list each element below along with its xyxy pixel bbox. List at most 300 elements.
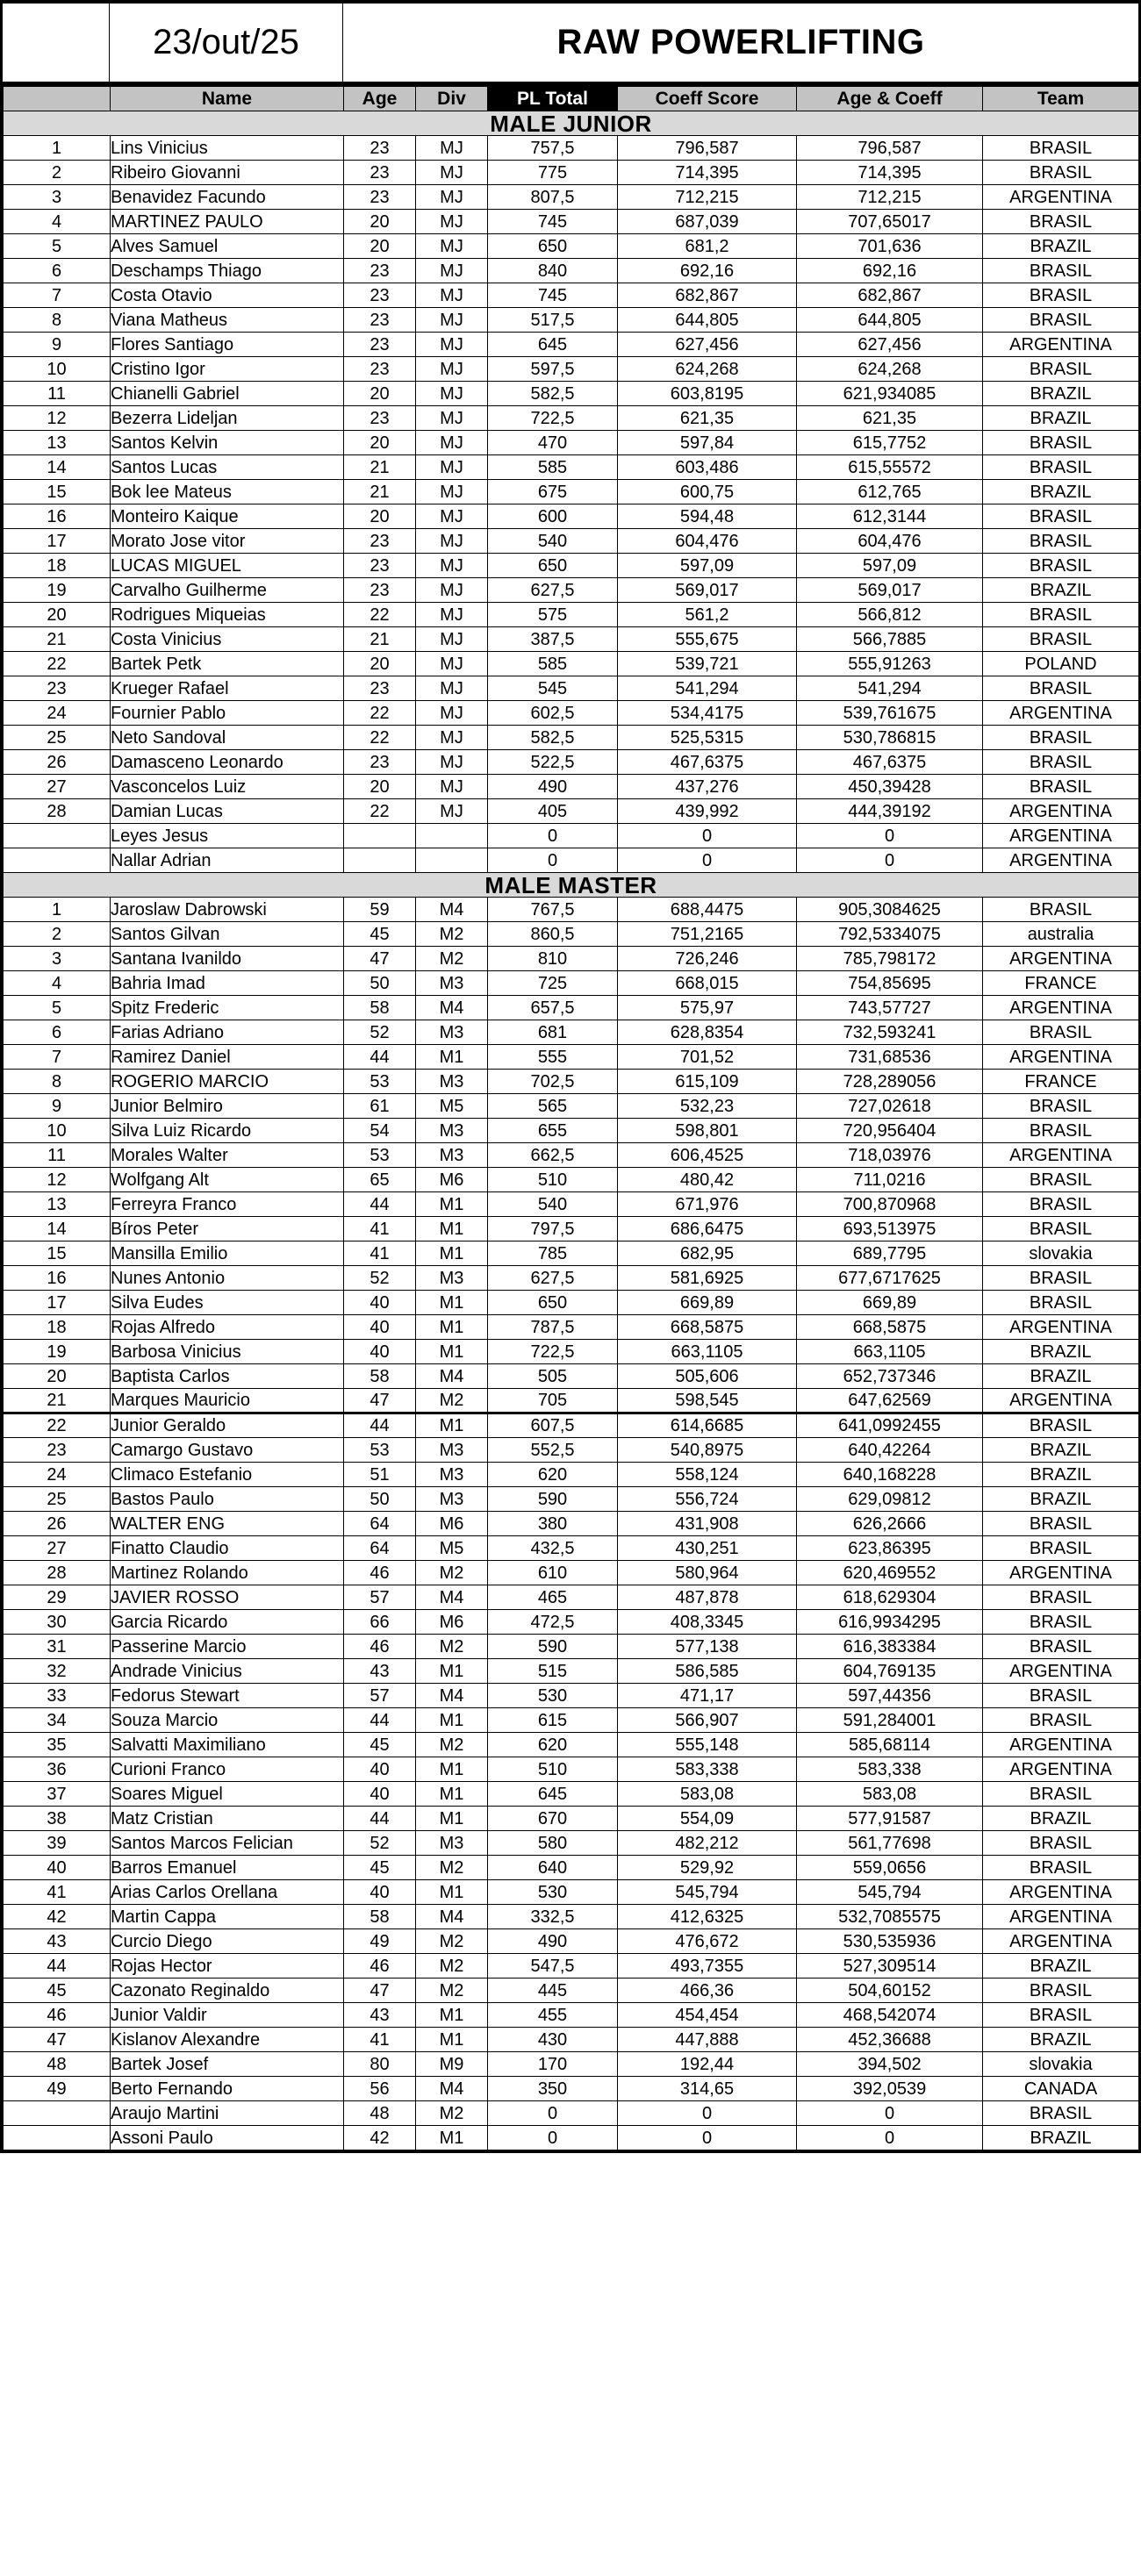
cell-rank: 45 (4, 1979, 111, 2003)
table-row[interactable] (4, 775, 1139, 799)
cell-div: M2 (416, 1954, 488, 1979)
cell-rank: 1 (4, 898, 111, 922)
cell-rank: 3 (4, 947, 111, 971)
table-row[interactable] (4, 259, 1139, 283)
table-row[interactable] (4, 1708, 1139, 1733)
cell-pl-total: 0 (488, 2126, 618, 2150)
table-row[interactable] (4, 947, 1139, 971)
cell-age-coeff: 541,294 (797, 676, 983, 701)
cell-coeff-score: 439,992 (618, 799, 797, 824)
table-row[interactable] (4, 603, 1139, 627)
table-row[interactable] (4, 210, 1139, 234)
cell-div: MJ (416, 185, 488, 210)
cell-div: M1 (416, 1708, 488, 1733)
table-row[interactable] (4, 971, 1139, 996)
table-row[interactable] (4, 357, 1139, 382)
cell-age: 20 (344, 210, 416, 234)
table-row[interactable] (4, 1389, 1139, 1413)
cell-coeff-score: 687,039 (618, 210, 797, 234)
cell-coeff-score: 569,017 (618, 578, 797, 603)
cell-pl-total: 387,5 (488, 627, 618, 652)
cell-team: BRASIL (983, 1413, 1139, 1438)
table-row[interactable] (4, 1020, 1139, 1045)
cell-coeff-score: 0 (618, 2126, 797, 2150)
cell-div: M6 (416, 1610, 488, 1635)
cell-div: MJ (416, 750, 488, 775)
cell-rank: 14 (4, 455, 111, 480)
table-row[interactable] (4, 161, 1139, 185)
cell-div: M2 (416, 2101, 488, 2126)
cell-age: 21 (344, 455, 416, 480)
cell-rank: 13 (4, 431, 111, 455)
cell-team: BRASIL (983, 1291, 1139, 1315)
table-row[interactable] (4, 996, 1139, 1020)
table-row[interactable] (4, 1635, 1139, 1659)
table-row[interactable] (4, 1979, 1139, 2003)
table-row[interactable] (4, 1119, 1139, 1143)
table-row[interactable] (4, 652, 1139, 676)
cell-age: 22 (344, 603, 416, 627)
cell-age-coeff: 0 (797, 824, 983, 848)
table-row[interactable] (4, 701, 1139, 726)
table-row[interactable] (4, 1880, 1139, 1905)
table-row[interactable] (4, 799, 1139, 824)
cell-team: BRAZIL (983, 1954, 1139, 1979)
cell-age-coeff: 626,2666 (797, 1512, 983, 1536)
table-row[interactable] (4, 554, 1139, 578)
cell-team: BRASIL (983, 1094, 1139, 1119)
cell-age-coeff: 612,765 (797, 480, 983, 504)
table-row[interactable] (4, 1340, 1139, 1364)
table-row[interactable] (4, 431, 1139, 455)
cell-pl-total: 840 (488, 259, 618, 283)
cell-coeff-score: 314,65 (618, 2077, 797, 2101)
cell-div: M2 (416, 1733, 488, 1757)
cell-pl-total: 380 (488, 1512, 618, 1536)
cell-team: ARGENTINA (983, 1880, 1139, 1905)
cell-age: 23 (344, 529, 416, 554)
cell-coeff-score: 682,95 (618, 1241, 797, 1266)
cell-pl-total: 555 (488, 1045, 618, 1070)
cell-name: Santana Ivanildo (111, 947, 344, 971)
cell-div: MJ (416, 283, 488, 308)
cell-div: M2 (416, 1561, 488, 1585)
cell-age: 22 (344, 799, 416, 824)
cell-pl-total: 620 (488, 1733, 618, 1757)
cell-age-coeff: 669,89 (797, 1291, 983, 1315)
cell-age: 23 (344, 578, 416, 603)
table-row[interactable] (4, 627, 1139, 652)
cell-name: Spitz Frederic (111, 996, 344, 1020)
cell-team: australia (983, 922, 1139, 947)
cell-team: ARGENTINA (983, 799, 1139, 824)
table-row[interactable] (4, 1561, 1139, 1585)
cell-coeff-score: 603,486 (618, 455, 797, 480)
cell-age: 42 (344, 2126, 416, 2150)
cell-rank: 16 (4, 1266, 111, 1291)
cell-age-coeff: 905,3084625 (797, 898, 983, 922)
cell-rank: 23 (4, 676, 111, 701)
cell-rank: 6 (4, 259, 111, 283)
table-row[interactable] (4, 1585, 1139, 1610)
cell-rank: 5 (4, 996, 111, 1020)
cell-rank: 44 (4, 1954, 111, 1979)
cell-name: Finatto Claudio (111, 1536, 344, 1561)
table-row[interactable] (4, 1217, 1139, 1241)
table-row[interactable] (4, 1438, 1139, 1463)
cell-rank: 43 (4, 1929, 111, 1954)
cell-age-coeff: 545,794 (797, 1880, 983, 1905)
table-row[interactable] (4, 504, 1139, 529)
cell-team: BRASIL (983, 1512, 1139, 1536)
table-row[interactable] (4, 750, 1139, 775)
table-row[interactable] (4, 2126, 1139, 2150)
cell-pl-total: 552,5 (488, 1438, 618, 1463)
table-row[interactable] (4, 1954, 1139, 1979)
table-row[interactable] (4, 455, 1139, 480)
cell-age: 64 (344, 1536, 416, 1561)
cell-div: MJ (416, 603, 488, 627)
cell-name: Santos Marcos Felician (111, 1831, 344, 1856)
cell-pl-total: 430 (488, 2028, 618, 2052)
cell-name: ROGERIO MARCIO (111, 1070, 344, 1094)
cell-div: M1 (416, 1340, 488, 1364)
cell-name: Fedorus Stewart (111, 1684, 344, 1708)
cell-name: MARTINEZ PAULO (111, 210, 344, 234)
cell-age-coeff: 682,867 (797, 283, 983, 308)
cell-team: BRASIL (983, 1536, 1139, 1561)
cell-age-coeff: 444,39192 (797, 799, 983, 824)
cell-pl-total: 602,5 (488, 701, 618, 726)
cell-coeff-score: 0 (618, 2101, 797, 2126)
cell-name: Damian Lucas (111, 799, 344, 824)
cell-team: BRASIL (983, 1684, 1139, 1708)
table-row[interactable] (4, 1929, 1139, 1954)
cell-rank: 30 (4, 1610, 111, 1635)
cell-pl-total: 405 (488, 799, 618, 824)
cell-pl-total: 490 (488, 1929, 618, 1954)
cell-age-coeff: 597,09 (797, 554, 983, 578)
cell-coeff-score: 431,908 (618, 1512, 797, 1536)
cell-age-coeff: 561,77698 (797, 1831, 983, 1856)
cell-name: Kislanov Alexandre (111, 2028, 344, 2052)
cell-name: Neto Sandoval (111, 726, 344, 750)
column-header-rank (4, 87, 111, 111)
column-header-pl-total: PL Total (488, 87, 618, 111)
cell-age-coeff: 583,338 (797, 1757, 983, 1782)
table-row[interactable] (4, 1094, 1139, 1119)
cell-div: M3 (416, 1020, 488, 1045)
cell-pl-total: 0 (488, 848, 618, 873)
table-row[interactable] (4, 2003, 1139, 2028)
cell-div: M3 (416, 1831, 488, 1856)
cell-coeff-score: 480,42 (618, 1168, 797, 1192)
cell-coeff-score: 669,89 (618, 1291, 797, 1315)
cell-rank: 34 (4, 1708, 111, 1733)
cell-div: MJ (416, 578, 488, 603)
table-row[interactable] (4, 1315, 1139, 1340)
cell-coeff-score: 525,5315 (618, 726, 797, 750)
cell-name: Cazonato Reginaldo (111, 1979, 344, 2003)
cell-age-coeff: 743,57727 (797, 996, 983, 1020)
cell-name: Camargo Gustavo (111, 1438, 344, 1463)
table-row[interactable] (4, 1266, 1139, 1291)
table-row[interactable] (4, 308, 1139, 333)
table-row[interactable] (4, 234, 1139, 259)
cell-div: MJ (416, 529, 488, 554)
cell-age: 45 (344, 1733, 416, 1757)
cell-name: Lins Vinicius (111, 136, 344, 161)
cell-age-coeff: 615,7752 (797, 431, 983, 455)
table-row[interactable] (4, 1536, 1139, 1561)
table-row[interactable] (4, 1856, 1139, 1880)
cell-coeff-score: 561,2 (618, 603, 797, 627)
cell-team: CANADA (983, 2077, 1139, 2101)
cell-rank: 12 (4, 1168, 111, 1192)
table-row[interactable] (4, 2101, 1139, 2126)
cell-div: M1 (416, 1782, 488, 1807)
cell-coeff-score: 726,246 (618, 947, 797, 971)
table-row[interactable] (4, 1364, 1139, 1389)
cell-age-coeff: 701,636 (797, 234, 983, 259)
cell-age-coeff: 604,476 (797, 529, 983, 554)
cell-team: ARGENTINA (983, 824, 1139, 848)
cell-name: JAVIER ROSSO (111, 1585, 344, 1610)
table-row[interactable] (4, 824, 1139, 848)
cell-div: M6 (416, 1512, 488, 1536)
cell-team: BRASIL (983, 1782, 1139, 1807)
table-row[interactable] (4, 1192, 1139, 1217)
cell-age: 21 (344, 627, 416, 652)
cell-name: Soares Miguel (111, 1782, 344, 1807)
cell-team: FRANCE (983, 1070, 1139, 1094)
cell-coeff-score: 532,23 (618, 1094, 797, 1119)
cell-coeff-score: 466,36 (618, 1979, 797, 2003)
cell-coeff-score: 686,6475 (618, 1217, 797, 1241)
table-row[interactable] (4, 848, 1139, 873)
table-row[interactable] (4, 1807, 1139, 1831)
cell-age-coeff: 530,786815 (797, 726, 983, 750)
cell-pl-total: 607,5 (488, 1413, 618, 1438)
table-row[interactable] (4, 283, 1139, 308)
cell-age-coeff: 641,0992455 (797, 1413, 983, 1438)
table-row[interactable] (4, 1070, 1139, 1094)
cell-name: Rojas Hector (111, 1954, 344, 1979)
cell-team: BRASIL (983, 259, 1139, 283)
column-header-age-coeff: Age & Coeff (797, 87, 983, 111)
cell-age: 41 (344, 1217, 416, 1241)
table-row[interactable] (4, 1512, 1139, 1536)
table-row[interactable] (4, 1684, 1139, 1708)
cell-age: 40 (344, 1315, 416, 1340)
table-row[interactable] (4, 1905, 1139, 1929)
cell-rank: 9 (4, 1094, 111, 1119)
cell-pl-total: 657,5 (488, 996, 618, 1020)
cell-rank: 37 (4, 1782, 111, 1807)
cell-team: ARGENTINA (983, 1905, 1139, 1929)
table-row[interactable] (4, 1757, 1139, 1782)
cell-div: M1 (416, 1880, 488, 1905)
cell-pl-total: 807,5 (488, 185, 618, 210)
cell-div: MJ (416, 775, 488, 799)
cell-name: Rojas Alfredo (111, 1315, 344, 1340)
results-table (3, 86, 1139, 2150)
cell-name: Benavidez Facundo (111, 185, 344, 210)
cell-team: ARGENTINA (983, 185, 1139, 210)
table-row[interactable] (4, 1733, 1139, 1757)
cell-team: BRASIL (983, 431, 1139, 455)
cell-rank: 17 (4, 529, 111, 554)
cell-age-coeff: 468,542074 (797, 2003, 983, 2028)
cell-age-coeff: 714,395 (797, 161, 983, 185)
table-row[interactable] (4, 676, 1139, 701)
table-row[interactable] (4, 1463, 1139, 1487)
cell-pl-total: 662,5 (488, 1143, 618, 1168)
cell-team: BRASIL (983, 1856, 1139, 1880)
cell-age-coeff: 616,9934295 (797, 1610, 983, 1635)
cell-team: ARGENTINA (983, 1757, 1139, 1782)
cell-pl-total: 785 (488, 1241, 618, 1266)
cell-coeff-score: 454,454 (618, 2003, 797, 2028)
table-row[interactable] (4, 578, 1139, 603)
title-bar (3, 4, 1138, 86)
cell-rank: 4 (4, 971, 111, 996)
table-row[interactable] (4, 1831, 1139, 1856)
cell-team: BRAZIL (983, 578, 1139, 603)
cell-name: Passerine Marcio (111, 1635, 344, 1659)
cell-rank: 42 (4, 1905, 111, 1929)
table-row[interactable] (4, 1291, 1139, 1315)
table-row[interactable] (4, 480, 1139, 504)
cell-name: Bok lee Mateus (111, 480, 344, 504)
table-row[interactable] (4, 136, 1139, 161)
cell-coeff-score: 663,1105 (618, 1340, 797, 1364)
cell-coeff-score: 471,17 (618, 1684, 797, 1708)
cell-age: 23 (344, 283, 416, 308)
cell-pl-total: 547,5 (488, 1954, 618, 1979)
table-row[interactable] (4, 2028, 1139, 2052)
cell-rank: 41 (4, 1880, 111, 1905)
cell-div: M2 (416, 1929, 488, 1954)
cell-div: MJ (416, 333, 488, 357)
title-bar-blank-cell (3, 4, 110, 82)
cell-div: MJ (416, 504, 488, 529)
cell-age-coeff: 604,769135 (797, 1659, 983, 1684)
cell-div: MJ (416, 627, 488, 652)
cell-pl-total: 585 (488, 455, 618, 480)
cell-coeff-score: 581,6925 (618, 1266, 797, 1291)
cell-name: Santos Kelvin (111, 431, 344, 455)
cell-coeff-score: 482,212 (618, 1831, 797, 1856)
cell-div (416, 848, 488, 873)
cell-coeff-score: 597,09 (618, 554, 797, 578)
cell-age-coeff: 718,03976 (797, 1143, 983, 1168)
cell-age-coeff: 727,02618 (797, 1094, 983, 1119)
cell-age-coeff: 623,86395 (797, 1536, 983, 1561)
cell-team: BRASIL (983, 1217, 1139, 1241)
cell-age: 65 (344, 1168, 416, 1192)
cell-pl-total: 645 (488, 333, 618, 357)
table-row[interactable] (4, 406, 1139, 431)
cell-age: 58 (344, 1905, 416, 1929)
cell-coeff-score: 751,2165 (618, 922, 797, 947)
table-row[interactable] (4, 1241, 1139, 1266)
cell-name: Climaco Estefanio (111, 1463, 344, 1487)
table-row[interactable] (4, 2052, 1139, 2077)
table-row[interactable] (4, 2077, 1139, 2101)
table-row[interactable] (4, 529, 1139, 554)
cell-pl-total: 472,5 (488, 1610, 618, 1635)
cell-team: BRAZIL (983, 406, 1139, 431)
table-row[interactable] (4, 1143, 1139, 1168)
cell-age: 23 (344, 333, 416, 357)
cell-team: ARGENTINA (983, 996, 1139, 1020)
cell-age-coeff: 647,62569 (797, 1389, 983, 1413)
table-row[interactable] (4, 382, 1139, 406)
cell-age: 23 (344, 750, 416, 775)
table-row[interactable] (4, 1782, 1139, 1807)
cell-age: 80 (344, 2052, 416, 2077)
cell-age-coeff: 621,35 (797, 406, 983, 431)
cell-name: Morales Walter (111, 1143, 344, 1168)
cell-age-coeff: 577,91587 (797, 1807, 983, 1831)
cell-age: 44 (344, 1413, 416, 1438)
table-row[interactable] (4, 1487, 1139, 1512)
table-row[interactable] (4, 1659, 1139, 1684)
cell-name: Santos Lucas (111, 455, 344, 480)
cell-div: M1 (416, 1241, 488, 1266)
cell-coeff-score: 701,52 (618, 1045, 797, 1070)
table-row[interactable] (4, 185, 1139, 210)
cell-team: ARGENTINA (983, 1315, 1139, 1340)
cell-name: Ribeiro Giovanni (111, 161, 344, 185)
cell-rank: 28 (4, 799, 111, 824)
table-row[interactable] (4, 1413, 1139, 1438)
cell-age: 47 (344, 1979, 416, 2003)
cell-rank: 18 (4, 554, 111, 578)
cell-age: 61 (344, 1094, 416, 1119)
cell-pl-total: 681 (488, 1020, 618, 1045)
table-row[interactable] (4, 1168, 1139, 1192)
cell-age: 23 (344, 259, 416, 283)
cell-age: 52 (344, 1020, 416, 1045)
cell-age: 52 (344, 1831, 416, 1856)
cell-rank: 7 (4, 1045, 111, 1070)
cell-coeff-score: 541,294 (618, 676, 797, 701)
table-row[interactable] (4, 333, 1139, 357)
cell-div: MJ (416, 726, 488, 750)
cell-team: BRASIL (983, 898, 1139, 922)
table-row[interactable] (4, 922, 1139, 947)
cell-coeff-score: 682,867 (618, 283, 797, 308)
cell-rank: 7 (4, 283, 111, 308)
cell-age: 49 (344, 1929, 416, 1954)
cell-rank: 22 (4, 1413, 111, 1438)
table-row[interactable] (4, 1610, 1139, 1635)
table-row[interactable] (4, 726, 1139, 750)
cell-rank: 27 (4, 775, 111, 799)
table-row[interactable] (4, 1045, 1139, 1070)
cell-age-coeff: 559,0656 (797, 1856, 983, 1880)
cell-rank: 46 (4, 2003, 111, 2028)
cell-pl-total: 575 (488, 603, 618, 627)
cell-rank: 3 (4, 185, 111, 210)
cell-rank: 8 (4, 1070, 111, 1094)
cell-div: M3 (416, 1266, 488, 1291)
table-row[interactable] (4, 898, 1139, 922)
cell-pl-total: 627,5 (488, 578, 618, 603)
cell-team: BRAZIL (983, 2126, 1139, 2150)
